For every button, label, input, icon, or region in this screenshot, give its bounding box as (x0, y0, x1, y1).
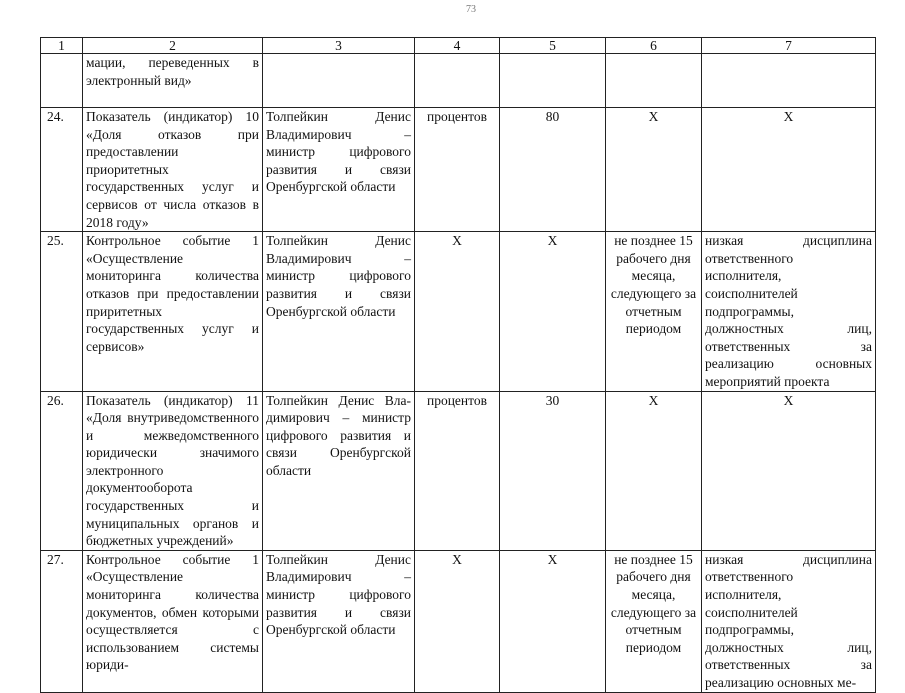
table-row (41, 550, 876, 692)
unit-cell: Х (415, 232, 500, 391)
row-number: 24. (41, 108, 83, 232)
unit-cell: Х (415, 550, 500, 692)
risk-cell: Х (702, 391, 876, 550)
unit-cell: процентов (415, 391, 500, 550)
header-cell: 4 (415, 38, 500, 54)
deadline-cell: Х (606, 391, 702, 550)
indicator-cell: Контрольное событие 1 «Осуществление мониторинга количества отказов при предоставлении приритетных государственных услуг и сервисов» (83, 232, 263, 391)
value-cell: Х (500, 550, 606, 692)
header-cell: 7 (702, 38, 876, 54)
unit-cell: процентов (415, 108, 500, 232)
responsible-cell: Толпейкин Денис Владимирович – министр цифрового развития и связи Оренбургской области (263, 232, 415, 391)
responsible-cell (263, 54, 415, 108)
measures-table (40, 37, 876, 693)
header-cell: 2 (83, 38, 263, 54)
row-number: 27. (41, 550, 83, 692)
indicator-cell: Показатель (индикатор) 10 «Доля отказов при предоставлении приоритетных государственных услуг и сервисов от числа отказов в 2018 году» (83, 108, 263, 232)
risk-cell (702, 54, 876, 108)
header-row (41, 38, 876, 54)
indicator-cell: мации, переведенных в электронный вид» (83, 54, 263, 108)
table-row (41, 232, 876, 391)
header-cell: 1 (41, 38, 83, 54)
deadline-cell: не позднее 15 рабочего дня месяца, следующего за отчетным периодом (606, 232, 702, 391)
risk-cell: Х (702, 108, 876, 232)
indicator-cell: Контрольное событие 1 «Осуществление мониторинга количества документов, обмен которыми осуществляется с использованием системы юриди- (83, 550, 263, 692)
header-cell: 6 (606, 38, 702, 54)
value-cell: Х (500, 232, 606, 391)
risk-cell: низкая дисциплина ответственного исполнителя, соисполнителей подпрограммы, должностных лиц, ответственных за реализацию основных ме- (702, 550, 876, 692)
table-row-continuation (41, 54, 876, 108)
indicator-cell: Показатель (индикатор) 11 «Доля внутриведомственного и межведомственного юридически значимого электронного документооборота государственных и муниципальных органов и бюджетных учреждений» (83, 391, 263, 550)
responsible-cell: Толпейкин Денис Вла-димирович – министр цифрового развития и связи Оренбургской области (263, 391, 415, 550)
table-row (41, 108, 876, 232)
responsible-cell: Толпейкин Денис Владимирович – министр цифрового развития и связи Оренбургской области (263, 108, 415, 232)
value-cell (500, 54, 606, 108)
deadline-cell (606, 54, 702, 108)
unit-cell (415, 54, 500, 108)
deadline-cell: Х (606, 108, 702, 232)
value-cell: 80 (500, 108, 606, 232)
row-number: 25. (41, 232, 83, 391)
header-cell: 5 (500, 38, 606, 54)
row-number (41, 54, 83, 108)
page-number: 73 (466, 4, 476, 15)
deadline-cell: не позднее 15 рабочего дня месяца, следующего за отчетным периодом (606, 550, 702, 692)
table-row (41, 391, 876, 550)
responsible-cell: Толпейкин Денис Владимирович – министр цифрового развития и связи Оренбургской области (263, 550, 415, 692)
header-cell: 3 (263, 38, 415, 54)
value-cell: 30 (500, 391, 606, 550)
row-number: 26. (41, 391, 83, 550)
risk-cell: низкая дисциплина ответственного исполнителя, соисполнителей подпрограммы, должностных лиц, ответственных за реализацию основных мероприятий проекта (702, 232, 876, 391)
